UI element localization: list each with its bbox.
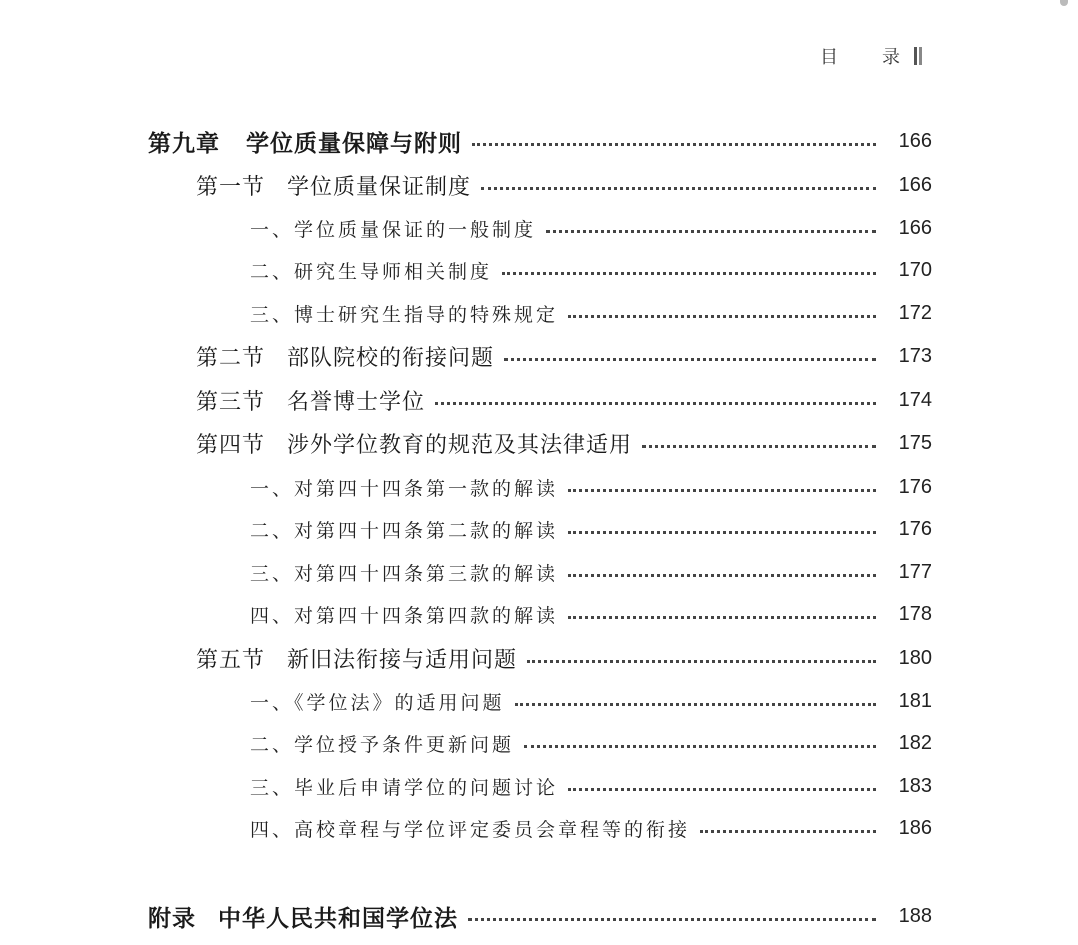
toc-item-title: 四、对第四十四条第四款的解读 — [250, 604, 559, 627]
page-number: 178 — [898, 602, 932, 625]
toc-item[interactable] — [0, 554, 1078, 590]
dot-leader — [524, 745, 876, 748]
toc-item[interactable] — [0, 725, 1078, 761]
toc-chapter-title: 第九章 学位质量保障与附则 — [148, 129, 462, 157]
dot-leader — [568, 315, 876, 318]
toc-item[interactable] — [0, 810, 1078, 846]
dot-leader — [642, 445, 876, 448]
running-head — [820, 43, 917, 69]
toc-appendix-title: 附录 中华人民共和国学位法 — [148, 904, 458, 932]
toc-section-title: 第二节 部队院校的衔接问题 — [196, 345, 495, 371]
scroll-indicator — [1060, 0, 1068, 6]
toc-item[interactable] — [0, 511, 1078, 547]
toc-section-1[interactable] — [0, 167, 1078, 203]
dot-leader — [700, 830, 876, 833]
dot-leader — [502, 272, 876, 275]
running-head-mark — [914, 47, 917, 65]
page-number: 186 — [898, 816, 932, 839]
toc-item[interactable] — [0, 210, 1078, 246]
toc-item-title: 一、对第四十四条第一款的解读 — [250, 477, 559, 500]
page-number: 182 — [898, 731, 932, 754]
running-head-right: 录 — [882, 47, 902, 68]
page-number: 170 — [898, 258, 932, 281]
toc-item[interactable] — [0, 252, 1078, 288]
page-number: 176 — [898, 475, 932, 498]
toc-section-4[interactable] — [0, 425, 1078, 461]
page-number: 177 — [898, 560, 932, 583]
page-number: 180 — [898, 646, 932, 669]
toc-item-title: 三、对第四十四条第三款的解读 — [250, 562, 559, 585]
toc-section-5[interactable] — [0, 640, 1078, 676]
dot-leader — [435, 402, 876, 405]
toc-section-3[interactable] — [0, 382, 1078, 418]
toc-item-title: 一、学位质量保证的一般制度 — [250, 218, 537, 241]
page-number: 181 — [898, 689, 932, 712]
dot-leader — [568, 574, 876, 577]
page-number: 172 — [898, 301, 932, 324]
toc-item[interactable] — [0, 596, 1078, 632]
page-number: 175 — [898, 431, 932, 454]
dot-leader — [568, 788, 876, 791]
page-number: 183 — [898, 774, 932, 797]
dot-leader — [481, 187, 876, 190]
toc-item-title: 二、研究生导师相关制度 — [250, 260, 493, 283]
dot-leader — [546, 230, 876, 233]
dot-leader — [515, 703, 876, 706]
toc-item-title: 一、《学位法》的适用问题 — [250, 691, 505, 714]
page-number: 173 — [898, 344, 932, 367]
toc-item-title: 三、毕业后申请学位的问题讨论 — [250, 776, 559, 799]
toc-section-title: 第五节 新旧法衔接与适用问题 — [196, 647, 518, 673]
dot-leader — [472, 143, 876, 146]
toc-chapter-9[interactable] — [0, 123, 1078, 159]
dot-leader — [527, 660, 876, 663]
dot-leader — [568, 616, 876, 619]
toc-item[interactable] — [0, 768, 1078, 804]
page-number: 166 — [898, 129, 932, 152]
toc-item-title: 四、高校章程与学位评定委员会章程等的衔接 — [250, 818, 691, 841]
toc-section-2[interactable] — [0, 338, 1078, 374]
toc-appendix[interactable] — [0, 898, 1078, 934]
page-number: 176 — [898, 517, 932, 540]
page-number: 174 — [898, 388, 932, 411]
toc-item[interactable] — [0, 469, 1078, 505]
toc-item-title: 二、对第四十四条第二款的解读 — [250, 519, 559, 542]
running-head-left: 目 — [820, 47, 840, 68]
dot-leader — [568, 531, 876, 534]
toc-item[interactable] — [0, 683, 1078, 719]
toc-item[interactable] — [0, 295, 1078, 331]
toc-section-title: 第四节 涉外学位教育的规范及其法律适用 — [196, 432, 633, 458]
page-number: 166 — [898, 216, 932, 239]
toc-section-title: 第三节 名誉博士学位 — [196, 389, 426, 415]
dot-leader — [468, 918, 876, 921]
toc-item-title: 二、学位授予条件更新问题 — [250, 733, 515, 756]
toc-item-title: 三、博士研究生指导的特殊规定 — [250, 303, 559, 326]
page-number: 166 — [898, 173, 932, 196]
page-number: 188 — [898, 904, 932, 927]
dot-leader — [504, 358, 876, 361]
dot-leader — [568, 489, 876, 492]
toc-section-title: 第一节 学位质量保证制度 — [196, 174, 472, 200]
